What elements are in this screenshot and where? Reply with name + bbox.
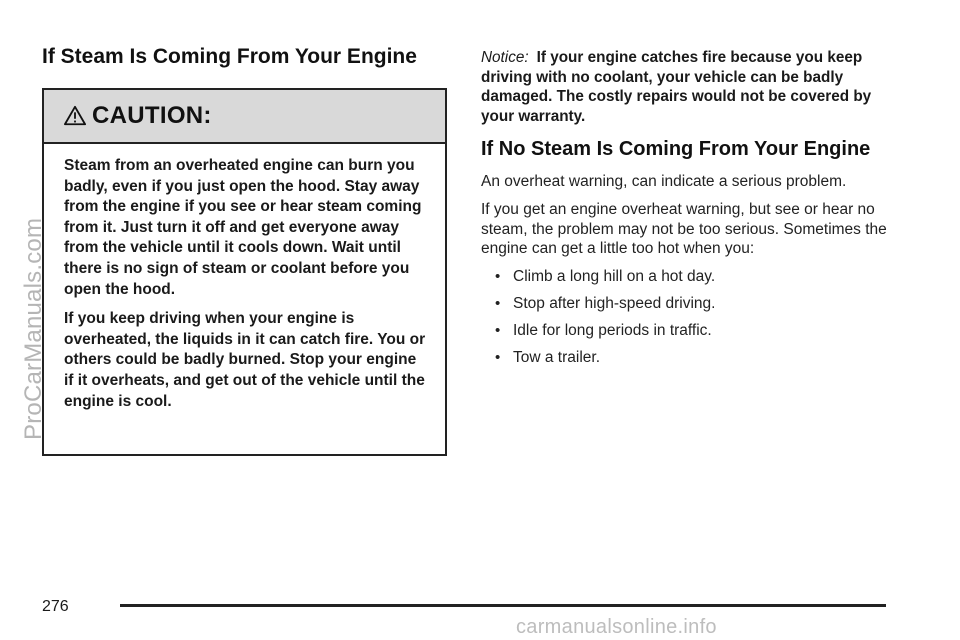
notice [481,48,901,126]
list-item [495,321,901,340]
list-item [495,348,901,367]
bottom-watermark: carmanualsonline.info [516,616,717,638]
side-watermark: ProCarManuals.com [20,217,47,440]
right-column [481,48,901,375]
list-item-text: Climb a long hill on a hot day. [513,267,716,285]
subsection-title: If No Steam Is Coming From Your Engine [481,138,871,161]
caution-label: CAUTION: [92,102,212,129]
section-title: If Steam Is Coming From Your Engine [42,45,417,68]
list-item [495,294,901,313]
footer-divider [120,604,886,607]
caution-box [42,88,447,456]
page-number: 276 [42,598,69,615]
list-item-text: Idle for long periods in traffic. [513,321,712,339]
left-column [42,44,448,70]
list-item-text: Tow a trailer. [513,348,601,366]
bullet-icon: • [495,267,501,285]
bullet-icon: • [495,321,501,339]
caution-paragraph: If you keep driving when your engine is overheated, the liquids in it can catch fire. You or others could be badly burned. Stop your engine if it overheats, and get out of the vehicle until the engine is cool. [64,310,426,410]
bullet-icon: • [495,348,501,366]
bullet-icon: • [495,294,501,312]
notice-label: Notice: [481,49,529,66]
notice-text: If your engine catches fire because you keep driving with no coolant, your vehicle can be badly damaged. The costly repairs would not be covered by your warranty. [481,49,872,125]
body-paragraph: If you get an engine overheat warning, but see or hear no steam, the problem may not be too serious. Sometimes the engine can get a little too hot when you: [481,200,887,258]
warning-triangle-icon [64,105,86,127]
body-paragraph: An overheat warning, can indicate a serious problem. [481,173,847,191]
list-item-text: Stop after high-speed driving. [513,294,716,312]
caution-header [44,90,445,144]
caution-body [44,144,445,412]
caution-paragraph: Steam from an overheated engine can burn you badly, even if you just open the hood. Stay away from the engine if you see or hear steam coming from it. Just turn it off and get everyone away from the vehicle until it cools down. Wait until there is no sign of steam or coolant before you open the hood. [64,157,422,298]
list-item [495,267,901,286]
bullet-list [481,267,901,367]
